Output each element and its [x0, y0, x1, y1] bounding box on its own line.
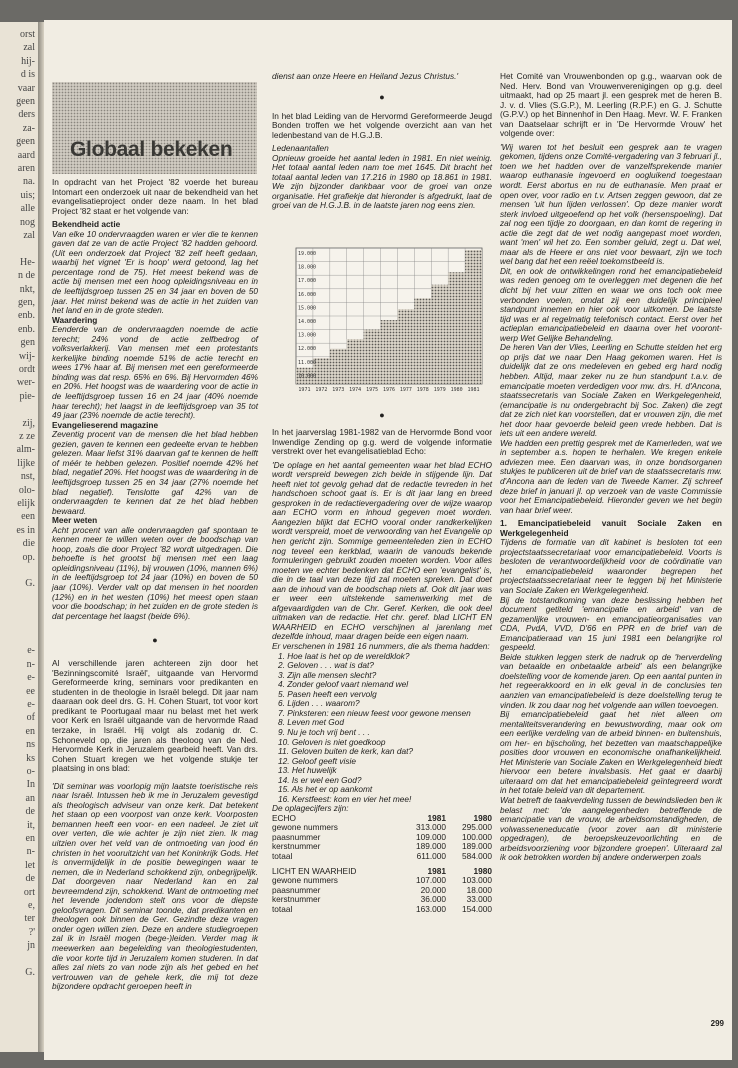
- chart-bar: [364, 330, 381, 384]
- table-row: [272, 842, 492, 851]
- previous-page-line: e-: [27, 645, 35, 657]
- section-heading: Bekendheid actie: [52, 219, 121, 230]
- table-cell: 33.000: [466, 894, 492, 905]
- chart-x-tick-label: 1974: [349, 387, 362, 393]
- chart-x-tick-label: 1978: [416, 387, 429, 393]
- table-cell: 163.000: [416, 903, 446, 914]
- previous-page-line: G.: [25, 967, 35, 978]
- section-heading: Waardering: [52, 314, 98, 325]
- table-cell: 584.000: [462, 850, 492, 861]
- table-cell: 36.000: [420, 894, 446, 905]
- paragraph: Er verschenen in 1981 16 nummers, die als thema hadden:: [272, 641, 490, 652]
- theme-list-item: 11. Geloven buiten de kerk, kan dat?: [278, 746, 413, 757]
- theme-list-item: 12. Geloof geeft visie: [278, 755, 356, 766]
- previous-page-line: nog: [20, 216, 35, 228]
- chart-x-tick-label: 1980: [450, 387, 463, 393]
- previous-page-line: pie-: [19, 390, 35, 402]
- previous-page-line: hij-: [21, 55, 35, 67]
- table-row-label: gewone nummers: [272, 822, 338, 833]
- theme-list-item: 6. Lijden . . . waarom?: [278, 698, 360, 709]
- table-cell: 20.000: [420, 884, 446, 895]
- previous-page-line: ks: [26, 752, 35, 764]
- table-year-header: 1980: [473, 865, 492, 876]
- previous-page-line: een: [21, 511, 35, 523]
- chart-bar: [465, 250, 482, 384]
- chart-bar: [414, 298, 431, 384]
- previous-page-line: n-: [26, 658, 35, 670]
- theme-list-item: 13. Het huwelijk: [278, 765, 337, 776]
- previous-page-line: en: [25, 725, 35, 737]
- previous-page-line: lijke: [17, 457, 35, 469]
- chart-bar: [381, 320, 398, 384]
- previous-page-line: op.: [22, 551, 35, 563]
- chart-x-tick-label: 1977: [399, 387, 412, 393]
- paragraph: Opnieuw groeide het aantal leden in 1981. En niet weinig. Het totaal aantal leden nam toe met 1645. Dit bracht het totaal aantal leden van 17.216 in 1980 op 18.861 in 1981. We zijn bijzonder dankbaar voor de groei van onze organisatie. Het grafiekje dat hieronder is afgedrukt, laat de groei van de H.G.J.B. in de laatste jaren nog eens zien.: [272, 152, 492, 211]
- chart-y-tick-label: 15.000: [298, 305, 317, 312]
- previous-page-line: geen: [16, 136, 35, 148]
- previous-page-line: zal: [23, 42, 35, 54]
- chart-y-tick-label: 17.000: [298, 278, 317, 285]
- paragraph: dienst aan onze Heere en Heiland Jezus Christus.': [272, 71, 459, 81]
- column-1: [52, 178, 258, 992]
- column-2-lower: [272, 410, 492, 914]
- theme-list-item: 5. Pasen heeft een vervolg: [278, 688, 377, 699]
- table-row-label: kerstnummer: [272, 894, 321, 905]
- previous-page-line: enb.: [18, 310, 35, 322]
- table-row-label: totaal: [272, 903, 293, 914]
- previous-page-edge: [0, 22, 38, 1052]
- previous-page-line: nkt,: [19, 283, 35, 295]
- previous-page-line: let: [25, 859, 35, 871]
- membership-bar-chart: [272, 244, 492, 400]
- previous-page-line: ns: [26, 739, 35, 751]
- theme-list-item: 1. Hoe laat is het op de wereldklok?: [278, 650, 410, 661]
- previous-page-line: ?': [28, 926, 35, 938]
- table-title: ECHO: [272, 812, 296, 823]
- theme-list-item: 14. Is er wel een God?: [278, 774, 362, 785]
- previous-page-line: ter: [24, 913, 35, 925]
- separator-bullet: ●: [379, 410, 385, 420]
- chart-x-tick-label: 1981: [467, 387, 480, 393]
- previous-page-line: orst: [20, 29, 35, 40]
- theme-list-item: 8. Leven met God: [278, 717, 344, 728]
- chart-y-tick-label: 18.000: [298, 264, 317, 271]
- table-cell: 18.000: [466, 884, 492, 895]
- chart-x-tick-label: 1973: [332, 387, 345, 393]
- previous-page-line: zal: [23, 230, 35, 241]
- previous-page-line: d is: [20, 69, 35, 81]
- previous-page-line: vaar: [17, 82, 35, 94]
- theme-list-item: 3. Zijn alle mensen slecht?: [278, 669, 377, 680]
- theme-list: [272, 652, 492, 805]
- chart-bar: [448, 272, 465, 384]
- previous-page-line: die: [22, 538, 35, 550]
- quote-paragraph: 'De oplage en het aantal gemeenten waar het blad ECHO wordt verspreid bewegen zich beide in stijgende lijn. Dat heeft niet tot gevolg gehad dat de redactie tevreden in het handschoen schoot gaat is. Er is dit jaar lang en breed gesproken in de redactievergadering over de wijze waarop aan ECHO vorm en inhoud gegeven moet worden. Aangezien blijkt dat ECHO vooral onder randkerkelijken wordt verspreid, moet de verwoording van het Evangelie op hen gericht zijn. Sommige gemeenteleden zien in ECHO nog teveel een kerkblad, waarin de vanouds bekende formuleringen gebruikt zouden moeten worden. Voor alles moeten we echter bedenken dat ECHO een 'evangelist' is, die in de taal van deze tijd zal moeten spreken. Dat doet aan de inhoud van de boodschap niets af. Ook dit jaar was er weer een uitstekende samenwerking met de afgevaardigden van de Chr. Geref. Kerken, die ook deel uitmaken van de redactie. Het chr. geref. blad LICHT EN WAARHEID en ECHO verschijnen al jarenlang met dezelfde inhoud, maar dragen beide een eigen naam.: [272, 459, 492, 642]
- theme-list-item: 16. Kerstfeest: kom en vier het mee!: [278, 793, 412, 804]
- previous-page-line: zij,: [22, 417, 35, 429]
- previous-page-line: nst,: [20, 471, 35, 483]
- section-heading: Ledenaantallen: [272, 143, 329, 154]
- previous-page-line: n-: [26, 846, 35, 858]
- table-row-label: paasnummer: [272, 884, 321, 895]
- table-row-label: totaal: [272, 850, 293, 861]
- table-row-label: paasnummer: [272, 831, 321, 842]
- page-title: Globaal bekeken: [70, 138, 233, 161]
- previous-page-line: e-: [27, 699, 35, 710]
- paragraph: Eenderde van de ondervraagden noemde de actie terecht; 24% vond de actie zelfbedrog of volksverlakkerij. Van mensen met een protestants kerkelijke binding noemde 51% de actie terecht en wees 17% haar af. Bij mensen met een gereformeerde binding was dat resp. 65% en 6%. Bij Hervormden 46% en 20%. Het hoogst was de waardering voor de actie in de leeftijdsgroep tussen 16 en 24 jaar (40% noemde haar terecht); het laagst in de leeftijdsgroep van 35 tot 49 jaar (23% noemde de actie terecht).: [52, 324, 258, 421]
- table-year-header: 1981: [427, 812, 446, 823]
- previous-page-line: jn: [27, 940, 35, 952]
- column-3: [500, 72, 722, 863]
- paragraph: In het jaarverslag 1981-1982 van de Hervormde Bond voor Inwendige Zending op g.g. werd de volgende informatie verstrekt over het evangelisatieblad Echo:: [272, 427, 492, 457]
- paragraph: Al verschillende jaren achtereen zijn door het 'Bezinningscomité Israël', uitgaande van Hervormd Gereformeerde kring, seminars voor predikanten en studenten in de theologie in Israël belegd. Dit jaar nam daaraan ook deel drs. G. H. Cohen Stuart, tot voor kort predikant te Poortugaal maar nu belast met het werk voor Kerk en Israël uitgaande van de hervormde Raad terzake, in Israël. Hij volgt als zodanig dr. C. Schoneveld op, die jaren als theoloog van de Ned. Hervormde Kerk in Jeruzalem gearbeid heeft. Van drs. Cohen Stuart kregen we het volgende stukje ter plaatsing in ons blad:: [52, 658, 258, 774]
- previous-page-line: na.: [23, 176, 35, 188]
- title-banner: [52, 82, 257, 174]
- quote-paragraph: 'Wij waren tot het besluit een gesprek aan te vragen gekomen, tijdens onze Comité-vergadering van 3 februari jl., toen we het hadden over de vanzelfsprekende manier waarop euthanasie ingevoerd en oogluikend toegestaan wordt. Eerst abortus en nu de euthanasie. Men praat er open over, voor radio en t.v. Artsen zeggen gewoon, dat ze mensen 'uit hun lijden verlossen'. Op deze manier wordt sterk invloed uitgeoefend op het volk (hersenspoeling). Dat zal nog een tijdje zo doorgaan, en dan komt de regering in actie die zegt dat de wet nodig aangepast moet worden, want 'men' wil het zo. Een somber geluid, zegt u. Dat wel, maar als de Heere er ons niet voor bewaart, zijn we toch wel bang dat het een reëel toekomstbeeld is.: [500, 141, 722, 267]
- theme-list-item: 2. Geloven . . . wat is dat?: [278, 660, 374, 671]
- previous-page-line: In: [26, 779, 35, 791]
- separator-bullet: ●: [379, 91, 385, 102]
- previous-page-line: aren: [17, 163, 35, 174]
- previous-page-line: ders: [18, 109, 35, 121]
- paragraph: Het Comité van Vrouwenbonden op g.g., waarvan ook de Ned. Herv. Bond van Vrouwenverenigingen op g.g. deel uitmaakt, had op 25 maart jl. een gesprek met de heren B. J. v. d. Vlies (S.G.P.), M. Leerling (R.P.F.) en G. J. Schutte (G.P.V.) op het Binnenhof in Den Haag. Mevr. W. F. Franken van Daatselaar schrijft er in 'De Hervormde Vrouw' het volgende over:: [500, 71, 722, 139]
- paragraph: Bij de totstandkoming van deze beslissing hebben het document getiteld 'emancipatie en arbeid' van de gezamenlijke vrouwen- en emancipatieorganisaties van CDA, PvdA, VVD, D'66 en PPR en de brief van de Emancipatieraad van 15 juni 1981 een belangrijke rol gespeeld.: [500, 594, 722, 653]
- column-2: [272, 72, 492, 211]
- previous-page-line: wer-: [16, 377, 35, 389]
- paragraph: In het blad Leiding van de Hervormd Gereformeerde Jeugd Bonden troffen we het volgende overzicht aan van het ledenbestand van de H.G.J.B.: [272, 110, 492, 140]
- previous-page-line: e,: [28, 900, 35, 911]
- table-cell: 313.000: [416, 822, 446, 833]
- chart-x-tick-label: 1972: [315, 387, 328, 393]
- table-cell: 189.000: [462, 841, 492, 852]
- theme-list-item: 15. Als het er op aankomt: [278, 784, 373, 795]
- previous-page-line: alle: [20, 203, 35, 215]
- previous-page-line: aard: [17, 149, 35, 161]
- chart-y-tick-label: 19.000: [298, 251, 317, 257]
- section-heading: Evangelieserend magazine: [52, 419, 159, 430]
- table-cell: 189.000: [416, 841, 446, 852]
- previous-page-line: ee: [26, 685, 35, 697]
- table-title: LICHT EN WAARHEID: [272, 865, 357, 876]
- paragraph: De oplagecijfers zijn:: [272, 803, 349, 814]
- paragraph: Beide stukken leggen sterk de nadruk op de 'herverdeling van betaalde en onbetaalde arbeid' als een belangrijke doelstelling voor de komende jaren. Op een aantal punten in het regeerakkoord en in elk geval in de conclusies ten aanzien van emancipatiebeleid is deze doelstelling terug te vinden. Ik zou daar nog het volgende aan willen toevoegen.: [500, 651, 722, 710]
- previous-page-line: uis;: [20, 189, 35, 201]
- chart-x-tick-label: 1976: [382, 387, 396, 393]
- table-row-label: kerstnummer: [272, 841, 321, 852]
- previous-page-line: en: [25, 833, 35, 844]
- chart-y-tick-label: 13.000: [298, 332, 317, 339]
- licht-en-waarheid-table: [272, 867, 492, 914]
- section-heading: Meer weten: [52, 515, 98, 526]
- table-row: [272, 852, 492, 861]
- previous-page-line: He-: [20, 256, 35, 268]
- table-row-label: gewone nummers: [272, 875, 338, 886]
- previous-page-line: e-: [27, 672, 35, 684]
- table-year-header: 1980: [473, 812, 492, 823]
- previous-page-line: z ze: [19, 431, 35, 442]
- chart-bar: [397, 309, 414, 384]
- chart-bar: [330, 349, 347, 384]
- previous-page-line: za-: [22, 122, 35, 134]
- quote-paragraph: 'Dit seminar was voorlopig mijn laatste toeristische reis naar Israël. Intussen heb ik me in Jeruzalem gevestigd als theologisch adviseur van onze kerk. Dat betekent het staan op een voorpost van onze kerk. Voorposten bemannen heeft een voor- en een nadeel. Je ziet uit over verten, die wie achter je zijn niet zien. Ik mag uitzien over het veld van de ontmoeting van jood én christen in het vooruitzicht van het Koninkrijk Gods. Het is onvermijdelijk in de positie bewegingen waar te nemen, die in Nederland schokkend zijn, onbegrijpelijk. Dat doorgeven naar Nederland kan en zal bevreemdend zijn, schokkend. Want de ontmoeting met het levende jodendom stelt ons voor de diepste geloofsvragen. Dit seminar toonde, dat predikanten en theologen ook binnen de Ger. Gezindte deze vragen onder ogen willen zien. Deze en andere studiegroepen zal ik in Israël mogen (bege-)leiden. Verder mag ik meewerken aan begeleiding van theologiestudenten, die voor korte tijd in Jeruzalem komen studeren. In dat alles zal niets zo van node zijn als het gebed en het vertrouwen van de gehele kerk, die mij tot deze bijzondere opdracht geroepen heeft in: [52, 780, 258, 992]
- chart-bar: [347, 339, 364, 384]
- paragraph: Bij emancipatiebeleid gaat het niet alleen om mentaliteitsverandering en bewustwording, maar ook om een eerlijke verdeling van de arbeid binnen- en buitenshuis, om her- en bijscholing, het bezetten van maatschappelijke posities door vrouwen en economische onafhankelijkheid. Het Ministerie van Sociale Zaken en Werkgelegenheid biedt hiervoor een betere invalsbasis. Het gaat er daarbij uiteraard om dat het emancipatiebeleid geïntegreerd wordt in het totale beleid van dit departement.: [500, 709, 722, 796]
- paragraph: Van elke 10 ondervraagden waren er vier die te kennen gaven dat ze van de actie Project '82 hadden gehoord. (Uit een onderzoek dat Project '82 zelf heeft gedaan, waarbij het vignet 'Er is hoop' werd getoond, lag het percentage rond de 75). Het meest bekend was de actie bij mensen met een hoog opleidingsniveau en in de leeftijdsgroep tussen 25 en 34 jaar en boven de 50 jaar. Het minst bekend was de actie in het zuiden van het land en in de grote steden.: [52, 228, 258, 316]
- previous-page-line: olo-: [18, 484, 35, 496]
- table-cell: 154.000: [462, 903, 492, 914]
- previous-page-line: ort: [23, 886, 35, 898]
- table-cell: 100.000: [462, 831, 492, 842]
- intro-paragraph: In opdracht van het Project '82 voerde het bureau Intomart een onderzoek uit naar de bekendheid van het evangelisatieproject onder deze naam. In het blad Project '82 staat er het volgende van:: [52, 177, 258, 216]
- previous-page-line: an: [25, 792, 35, 804]
- paragraph: We hadden een prettig gesprek met de Kamerleden, wat we in september a.s. hopen te herhalen. We kregen enkele adviezen mee. Een daarvan was, in onze bondsorganen stukjes te publiceren uit de brief van de staatssecretaris mw. d'Ancona aan de leden van de Tweede Kamer. Zij schreef deze brief in januari jl. op verzoek van de vaste Commissie voor het Emancipatiebeleid. Hieronder geven we het begin van haar brief weer.: [500, 437, 722, 515]
- chart-x-tick-label: 1975: [366, 387, 379, 393]
- chart-y-tick-label: 12.000: [298, 346, 317, 353]
- table-row: [272, 905, 492, 914]
- table-cell: 109.000: [416, 831, 446, 842]
- chart-x-tick-label: 1971: [298, 387, 311, 393]
- previous-page-line: gen,: [18, 297, 35, 308]
- paragraph: Tijdens de formatie van dit kabinet is besloten tot een projectstaatssecretariaat voor emancipatiebeleid. Voorts is besloten de verantwoordelijkheid voor de coördinatie van het emancipatiebeleid waaronder begrepen het projectstaatssecretariaat neer te leggen bij het Ministerie van Sociale Zaken en Werkgelegenheid.: [500, 537, 722, 595]
- magazine-page: [44, 20, 732, 1060]
- previous-page-line: G.: [25, 578, 35, 590]
- table-year-header: 1981: [427, 865, 446, 876]
- previous-page-line: ordt: [18, 364, 35, 375]
- theme-list-item: 7. Pinksteren: een nieuw feest voor gewone mensen: [278, 707, 471, 718]
- previous-page-line: de: [25, 806, 35, 818]
- page-number: 299: [710, 1019, 724, 1028]
- previous-page-line: it,: [26, 819, 35, 831]
- chart-y-tick-label: 16.000: [298, 291, 317, 298]
- table-cell: 107.000: [416, 875, 446, 886]
- previous-page-line: alm-: [16, 444, 35, 456]
- table-cell: 295.000: [462, 822, 492, 833]
- paragraph: Zeventig procent van de mensen die het blad hebben gezien, gaven te kennen een gedeelte ervan te hebben gelezen. Maar liefst 31% daarvan gaf te kennen de helft of méér te hebben gelezen. Positief noemde 42% het blad, negatief 20%. Het hoogst was de waardering in de leeftijdsgroep tussen 25 en 34 jaar (27% noemde het blad negatief). Tenslotte gaf 42% van de ondervraagden te kennen dat ze het blad hebben bewaard.: [52, 429, 258, 516]
- paragraph: De heren Van der Vlies, Leerling en Schutte stelden het erg op prijs dat we naar Den Haag gekomen waren. Het is duidelijk dat ze ons medeleven en gebed erg hard nodig hebben. Altijd, maar zeker nu ze hun standpunt t.a.v. de emancipatie moeten verdedigen voor mw. drs. H. d'Ancona, staatssecretaris van Sociale Zaken en Werkgelegenheid, (emancipatie is nu ondergebracht bij Soc. Zaken) die zegt dat ze zich niet kan voorstellen, dat er vrouwen zijn, die met het door haar gevoerde beleid geen vrede hebben. Dat is iets uit een andere wereld.: [500, 342, 722, 439]
- chart-bar: [431, 285, 448, 384]
- table-cell: 103.000: [462, 875, 492, 886]
- chart-y-tick-label: 14.000: [298, 319, 317, 325]
- separator-bullet: ●: [152, 635, 158, 646]
- paragraph: Dit, en ook de ontwikkelingen rond het emancipatiebeleid was reden genoeg om te overleggen met degenen die het dicht bij het vuur zitten en waar we ons toch ook mee verbonden voelen, omdat zij een duidelijk principieel standpunt innemen en hier ook voor uitkomen. De laatste tijd was er al regelmatig telefonisch contact. Eerst over het actieplan emancipatiebeleid en daarna over het vooront-werp Wet Gelijke Behandeling.: [500, 265, 722, 343]
- chart-x-tick-label: 1979: [433, 387, 446, 393]
- previous-page-line: elijk: [17, 498, 35, 509]
- previous-page-line: o-: [26, 766, 35, 777]
- previous-page-line: n de: [18, 270, 35, 282]
- previous-page-line: wij-: [18, 350, 35, 362]
- previous-page-line: de: [25, 873, 35, 885]
- echo-circulation-table: [272, 814, 492, 861]
- chart-y-tick-label: 11.000: [298, 359, 317, 366]
- table-row: [272, 895, 492, 904]
- chart-y-tick-label: 10.000: [298, 373, 317, 380]
- theme-list-item: 4. Zonder geloof vaart niemand wel: [278, 679, 409, 690]
- previous-page-line: es in: [16, 524, 35, 536]
- paragraph: Acht procent van alle ondervraagden gaf spontaan te kennen meer te willen weten over de boodschap van hoop, zoals die door Project '82 wordt uitgedragen. Die behoefte is het grootst bij mensen met een laag opleidingsniveau (11%), bij vrouwen (10%, mannen 6%) in de leeftijdsgroep tot 24 jaar (10%) en boven de 50 jaar (10%). Verder valt op dat mensen in het noorden (12%) en in het westen (10%) het meest open staan voor die boodschap; in het zuiden en de grote steden is dat percentage het laagst (beide 6%).: [52, 524, 258, 621]
- previous-page-line: enb.: [18, 323, 35, 335]
- paragraph: Wat betreft de taakverdeling tussen de bewindslieden ben ik belast met: 'de aangelegenheden betreffende de emancipatie van de vrouw, de arbeidsomstandigheden, de volwasseneneducatie (voor zover aan dit ministerie opgedragen), de beroepskeuzevoorlichting en de arbeidsvoorziening voor bijzondere groepen'. Uiteraard zal ik ook betrokken worden bij andere onderwerpen zoals: [500, 795, 722, 863]
- theme-list-item: 9. Nu je toch vrij bent . . .: [278, 726, 370, 737]
- previous-page-line: geen: [16, 96, 35, 107]
- theme-list-item: 10. Geloven is niet goedkoop: [278, 736, 386, 747]
- section-heading: 1. Emancipatiebeleid vanuit Sociale Zaken en Werkgelegenheid: [500, 518, 722, 538]
- table-cell: 611.000: [416, 850, 446, 861]
- previous-page-line: of: [26, 712, 35, 724]
- previous-page-line: gen: [20, 337, 35, 349]
